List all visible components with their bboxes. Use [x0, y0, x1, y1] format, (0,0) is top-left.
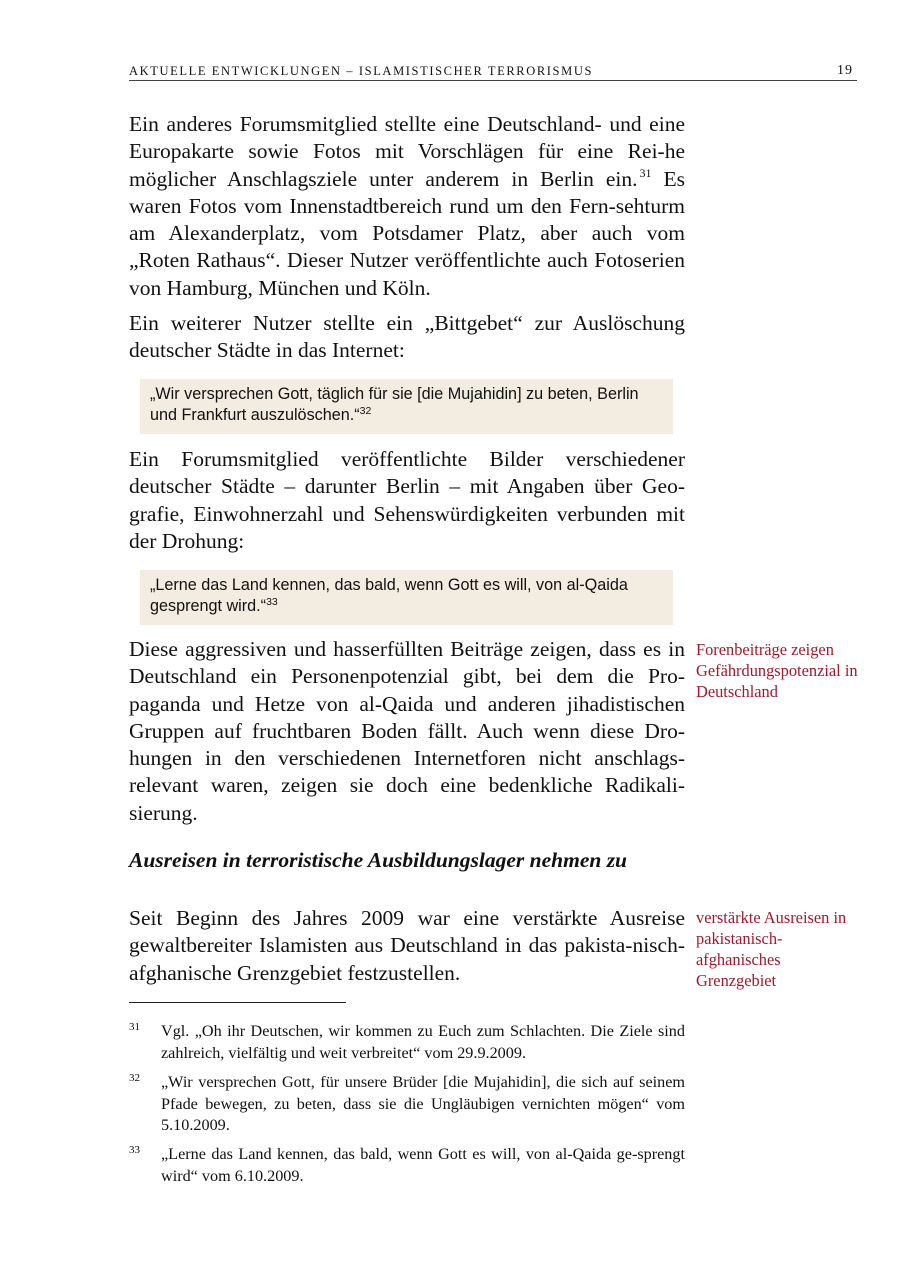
paragraph-4: Diese aggressiven und hasserfüllten Beiträge zeigen, dass es in Deutschland ein Personenpotenzial gibt, bei dem die Pro-paganda und Hetze von al-Qaida und anderen jihadistischen Gruppen auf fruchtbaren Boden fällt. Auch wenn diese Dro-hungen in den verschiedenen Internetforen nicht anschlags-relevant waren, zeigen sie doch eine bedenkliche Radikali-sierung.	[129, 637, 685, 825]
quote-block-1	[140, 379, 673, 434]
paragraph-1-text: Ein anderes Forumsmitglied stellte eine Deutschland- und eine Europakarte sowie Fotos mit Vorschlägen für eine Rei-he möglicher Anschlagsziele unter anderem in Berlin ein.	[129, 112, 685, 191]
paragraph-1	[129, 111, 685, 302]
margin-note-forum-posts: Forenbeiträge zeigen Gefährdungspotenzial in Deutschland	[696, 640, 858, 701]
running-title: AKTUELLE ENTWICKLUNGEN – ISLAMISTISCHER TERRORISMUS	[129, 64, 593, 78]
footnote-33	[129, 1144, 685, 1187]
footnote-text: Vgl. „Oh ihr Deutschen, wir kommen zu Euch zum Schlachten. Die Ziele sind zahlreich, vielfältig und weit verbreitet“ vom 29.9.2009.	[161, 1022, 685, 1062]
paragraph-3: Ein Forumsmitglied veröffentlichte Bilder verschiedener deutscher Städte – darunter Berlin – mit Angaben über Geo-grafie, Einwohnerzahl und Sehenswürdigkeiten verbunden mit der Drohung:	[129, 447, 685, 553]
quote-block-2	[140, 570, 673, 625]
footnote-ref-32[interactable]: 32	[359, 405, 372, 417]
paragraph-5: Seit Beginn des Jahres 2009 war eine verstärkte Ausreise gewaltbereiter Islamisten aus Deutschland in das pakista-nisch-afghanische Grenzgebiet festzustellen.	[129, 906, 685, 985]
footnote-31	[129, 1021, 685, 1064]
footnote-text: „Lerne das Land kennen, das bald, wenn Gott es will, von al-Qaida ge-sprengt wird“ vom 6.10.2009.	[161, 1145, 685, 1185]
paragraph-2: Ein weiterer Nutzer stellte ein „Bittgebet“ zur Auslöschung deutscher Städte in das Internet:	[129, 311, 685, 363]
footnote-32	[129, 1072, 685, 1137]
footnote-number: 33	[129, 1144, 140, 1156]
section-subheading: Ausreisen in terroristische Ausbildungslager nehmen zu	[129, 848, 628, 872]
footnote-number: 31	[129, 1021, 140, 1033]
quote-1-text: „Wir versprechen Gott, täglich für sie [die Mujahidin] zu beten, Berlin und Frankfurt auszulöschen.“	[150, 385, 639, 424]
paragraph-1-continued: Es waren Fotos vom Innenstadtbereich rund um den Fern-sehturm am Alexanderplatz, vom Potsdamer Platz, aber auch vom „Roten Rathaus“. Dieser Nutzer veröffentlichte auch Fotoserien von Hamburg, München und Köln.	[129, 166, 685, 300]
quote-2-text: „Lerne das Land kennen, das bald, wenn Gott es will, von al-Qaida gesprengt wird.“	[150, 576, 628, 615]
margin-note-departures: verstärkte Ausreisen in pakistanisch-afghanisches Grenzgebiet	[696, 908, 847, 990]
footnote-ref-31[interactable]: 31	[639, 165, 652, 180]
footnote-number: 32	[129, 1072, 140, 1084]
running-header	[129, 62, 857, 81]
footnote-ref-33[interactable]: 33	[266, 596, 278, 608]
footnote-text: „Wir versprechen Gott, für unsere Brüder [die Mujahidin], die sich auf seinem Pfade bewegen, zu beten, dass sie die Ungläubigen vernichten mögen“ vom 5.10.2009.	[161, 1073, 685, 1134]
footnote-divider	[129, 1002, 346, 1003]
page-number: 19	[837, 63, 853, 78]
